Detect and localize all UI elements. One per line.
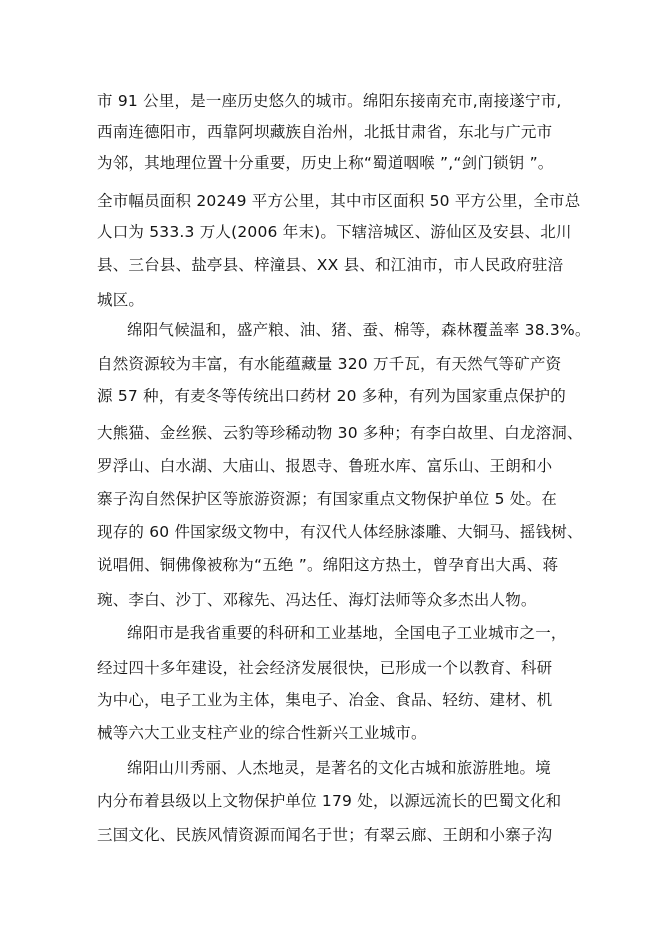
text-line: 大熊猫、金丝猴、云豹等珍稀动物 30 多种；有李白故里、白龙溶洞、 xyxy=(97,424,583,442)
text-line: 三国文化、民族风情资源而闻名于世；有翠云廊、王朗和小寨子沟 xyxy=(97,826,553,844)
text-line: 内分布着县级以上文物保护单位 179 处，以源远流长的巴蜀文化和 xyxy=(97,792,562,810)
text-line: 经过四十多年建设，社会经济发展很快，已形成一个以教育、科研 xyxy=(97,659,553,677)
text-line: 现存的 60 件国家级文物中，有汉代人体经脉漆雕、大铜马、摇钱树、 xyxy=(97,523,583,541)
text-line: 绵阳山川秀丽、人杰地灵，是著名的文化古城和旅游胜地。境 xyxy=(127,759,551,777)
text-line: 为中心，电子工业为主体，集电子、冶金、食品、轻纺、建材、机 xyxy=(97,691,553,709)
text-line: 说唱佣、铜佛像被称为“五绝 ”。绵阳这方热土，曾孕育出大禹、蒋 xyxy=(97,556,559,574)
text-line: 琬、李白、沙丁、邓稼先、冯达任、海灯法师等众多杰出人物。 xyxy=(97,591,537,609)
text-line: 县、三台县、盐亭县、梓潼县、XX 县、和江油市，市人民政府驻涪 xyxy=(97,256,564,274)
text-line: 械等六大工业支柱产业的综合性新兴工业城市。 xyxy=(97,724,427,742)
text-line: 城区。 xyxy=(97,291,145,309)
text-line: 为邻，其地理位置十分重要，历史上称“蜀道咽喉 ”,“剑门锁钥 ”。 xyxy=(97,154,554,172)
text-line: 西南连德阳市，西靠阿坝藏族自治州，北抵甘肃省，东北与广元市 xyxy=(97,123,553,141)
text-line: 自然资源较为丰富，有水能蕴藏量 320 万千瓦，有天然气等矿产资 xyxy=(97,355,562,373)
text-line: 人口为 533.3 万人(2006 年末)。下辖涪城区、游仙区及安县、北川 xyxy=(97,223,572,241)
text-line: 市 91 公里，是一座历史悠久的城市。绵阳东接南充市,南接遂宁市, xyxy=(97,92,562,110)
text-line: 绵阳气候温和，盛产粮、油、猪、蚕、棉等，森林覆盖率 38.3%。 xyxy=(127,321,591,339)
text-line: 罗浮山、白水湖、大庙山、报恩寺、鲁班水库、富乐山、王朗和小 xyxy=(97,457,553,475)
text-line: 全市幅员面积 20249 平方公里，其中市区面积 50 平方公里，全市总 xyxy=(97,192,581,210)
text-line: 绵阳市是我省重要的科研和工业基地，全国电子工业城市之一， xyxy=(127,624,567,642)
text-line: 寨子沟自然保护区等旅游资源；有国家重点文物保护单位 5 处。在 xyxy=(97,490,557,508)
text-line: 源 57 种，有麦冬等传统出口药材 20 多种，有列为国家重点保护的 xyxy=(97,387,566,405)
